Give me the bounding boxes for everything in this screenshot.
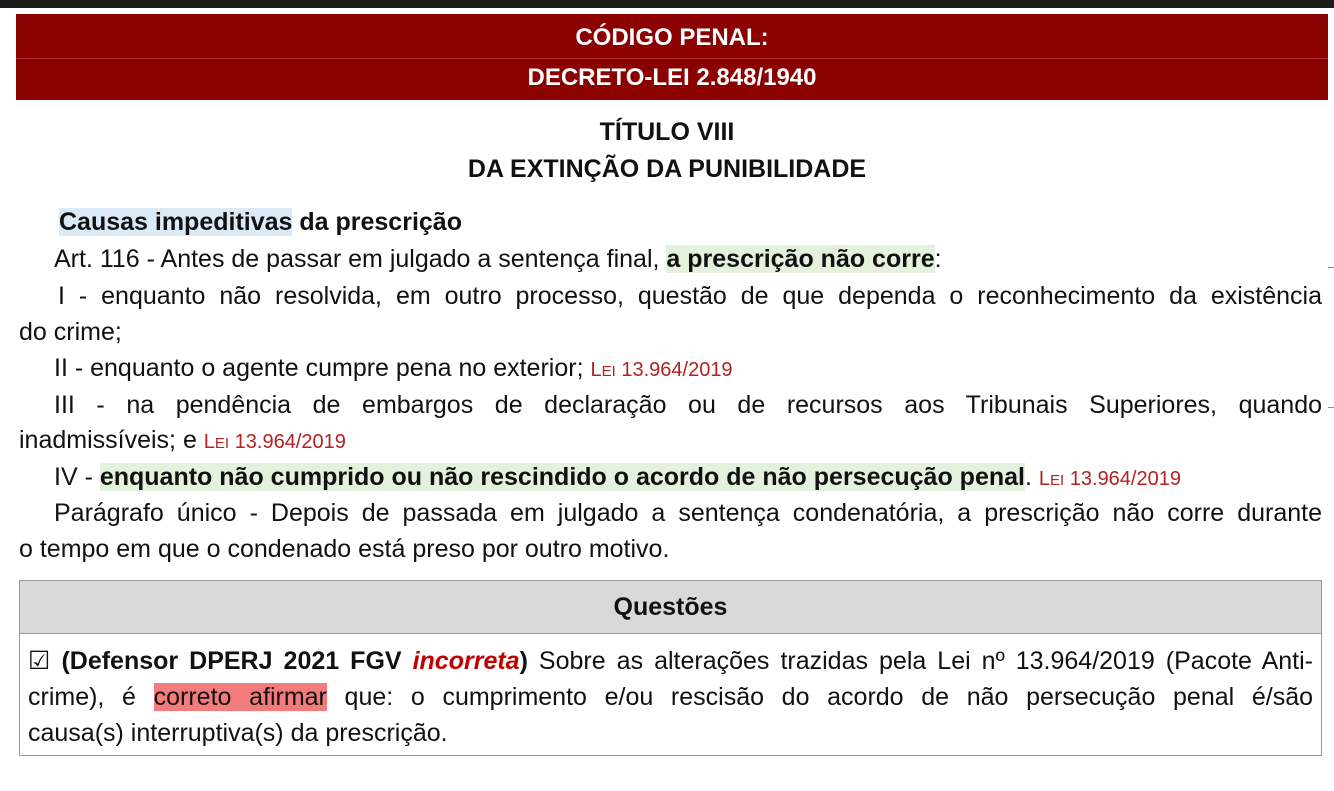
inciso-4 [54,461,1181,497]
question-line-1-rest: Sobre as alterações trazidas pela Lei nº 13.964/2019 (Pacote Anti- [527,647,1313,675]
inciso-2-text: II - enquanto o agente cumpre pena no exterior; [54,354,591,382]
lei-reference: LEI 13.964/2019 [203,431,346,453]
questoes-header: Questões [20,581,1321,634]
titulo-heading: TÍTULO VIII [599,118,735,146]
article-suffix: : [934,245,942,273]
inciso-3-line2 [19,424,346,460]
heading-rest: da prescrição [292,208,462,236]
banner-subtitle: DECRETO-LEI 2.848/1940 [527,64,817,91]
inciso-2 [54,352,733,388]
exam-source: (Defensor DPERJ 2021 FGV incorreta) [50,647,528,675]
heading-highlight: Causas impeditivas [59,208,293,236]
inciso-3-line1: III - na pendência de embargos de declaração ou de recursos aos Tribunais Superiores, quando [54,391,1322,419]
question-line-1 [28,643,1313,679]
article-prefix: Art. 116 - Antes de passar em julgado a sentença final, [54,245,667,273]
highlight-correto-afirmar: correto afirmar [153,683,327,711]
margin-mark [1328,407,1334,408]
question-line-2: crime), é correto afirmar que: o cumprimento e/ou rescisão do acordo de não persecução penal é/são [28,683,1313,711]
checkbox-checked-icon: ☑ [28,647,51,675]
inciso-1-line1: I - enquanto não resolvida, em outro processo, questão de que dependa o reconhecimento da existência [58,282,1322,310]
question-text [28,643,1313,751]
inciso-4-prefix: IV - [54,463,100,491]
article-116 [54,243,942,275]
banner-title: CÓDIGO PENAL: [575,24,769,51]
inciso-1-line2: do crime; [19,318,122,346]
code-banner [16,14,1328,100]
inciso-4-suffix: . [1024,463,1039,491]
inciso-3-text: inadmissíveis; e [19,426,204,454]
section-heading [59,206,462,238]
question-line-3: causa(s) interruptiva(s) da prescrição. [28,719,448,747]
margin-mark [1328,267,1334,268]
inciso-4-highlight: enquanto não cumprido ou não rescindido o acordo de não persecução penal [99,463,1025,491]
lei-reference: LEI 13.964/2019 [590,359,733,381]
banner-divider [16,58,1328,59]
questoes-box [19,580,1322,756]
lei-reference: LEI 13.964/2019 [1038,468,1181,490]
paragrafo-unico-line1: Parágrafo único - Depois de passada em julgado a sentença condenatória, a prescrição não corre durante [54,499,1322,527]
paragrafo-unico-line2: o tempo em que o condenado está preso por outro motivo. [19,535,670,563]
titulo-subheading: DA EXTINÇÃO DA PUNIBILIDADE [467,155,867,183]
article-highlight: a prescrição não corre [666,245,935,273]
verdict-label: incorreta [412,647,520,675]
top-edge-bar [0,0,1334,8]
